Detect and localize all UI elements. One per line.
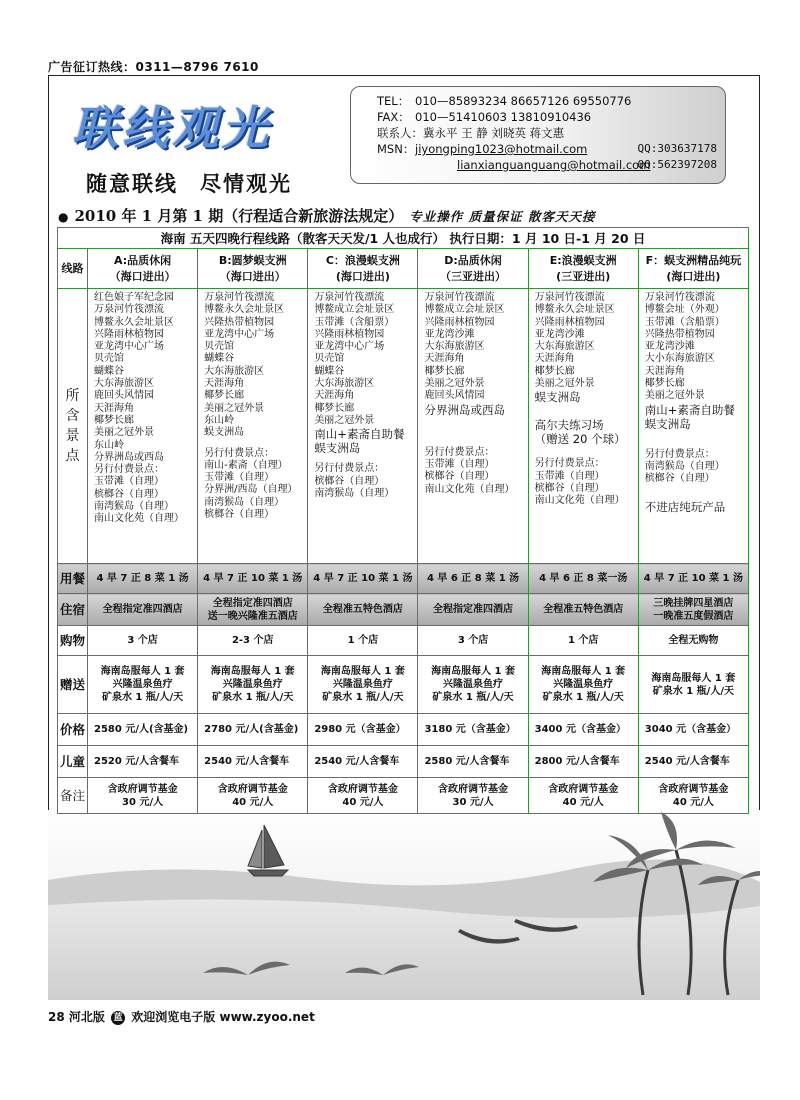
route-name: A:品质休闲 [114, 253, 172, 267]
meal-row-label: 用餐 [58, 564, 88, 594]
list-line: 海南岛服每人 1 套 [541, 666, 626, 677]
stay-row-label: 住宿 [58, 594, 88, 626]
list-line: 万泉河竹筏漂流 [424, 292, 495, 303]
list-line: 40 元/人 [232, 796, 274, 808]
list-line: 万泉河竹筏漂流 [94, 304, 164, 316]
list-line: 南山文化苑（自理） [94, 513, 184, 525]
gift-cell [88, 656, 198, 714]
list-line: 全程指定准四酒店 [212, 597, 293, 609]
list-line: 美丽之冠外景 [534, 378, 595, 390]
list-line: 含政府调节基金 [658, 783, 729, 795]
list-line: 槟榔谷（自理） [534, 482, 605, 494]
list-line: 送一晚兴隆准五酒店 [207, 610, 298, 622]
list-line: 贝壳馆 [314, 353, 345, 365]
shop-row-label: 购物 [58, 626, 88, 656]
meal-cell: 4 早 7 正 10 菜 1 汤 [198, 564, 308, 594]
list-line: 椰梦长廊 [534, 365, 575, 377]
route-header-b [198, 249, 308, 289]
list-line: 海南岛服每人 1 套 [210, 666, 295, 677]
list-line: 一晚准五度假酒店 [653, 610, 734, 622]
list-line: 全程准五特色酒店 [322, 604, 403, 615]
list-line: 分界洲岛或西岛 [94, 451, 164, 463]
spots-route-e [528, 289, 638, 564]
meal-cell: 4 早 7 正 10 菜 1 汤 [308, 564, 418, 594]
list-line: 亚龙湾沙滩 [534, 328, 585, 340]
list-line: 兴隆雨林植物园 [534, 316, 605, 328]
list-line: 大东海旅游区 [314, 378, 375, 390]
stay-cell [308, 594, 418, 626]
list-line: 南湾猴岛（自理） [94, 501, 174, 513]
list-line: 博鳌成立会址景区 [424, 304, 505, 316]
spots-route-f [638, 289, 748, 564]
bullet-icon: ● [58, 210, 69, 224]
list-line: 兴隆热带植物园 [644, 328, 715, 340]
shop-cell: 1 个店 [308, 626, 418, 656]
route-sub: （海口进出） [109, 269, 176, 283]
list-line: 东山岭 [94, 439, 124, 451]
child-row-label: 儿童 [58, 746, 88, 778]
page-footer [48, 1008, 315, 1025]
list-line: 万泉河竹筏漂流 [204, 292, 275, 303]
list-line: 40 元/人 [342, 796, 384, 808]
list-line: 椰梦长廊 [94, 414, 134, 426]
list-line: 大东海旅游区 [94, 378, 154, 390]
spots-route-a [88, 289, 198, 564]
route-table [57, 227, 749, 814]
gift-row-label: 赠送 [58, 656, 88, 714]
list-line: 博鳌永久会址景区 [204, 304, 285, 316]
list-line: 蝴蝶谷 [94, 365, 124, 377]
route-sub: (三亚进出) [556, 269, 611, 283]
list-line: 红色娘子军纪念园 [94, 292, 174, 303]
beach-illustration [48, 810, 760, 1000]
list-line: 兴隆温泉鱼疗 [222, 679, 283, 690]
stay-cell [88, 594, 198, 626]
meal-cell: 4 早 7 正 8 菜 1 汤 [88, 564, 198, 594]
price-cell: 3400 元（含基金） [528, 714, 638, 746]
list-line: 亚龙湾沙滩 [644, 341, 695, 353]
list-line: 大东海旅游区 [534, 341, 595, 353]
child-price-cell: 2540 元/人含餐车 [198, 746, 308, 778]
list-line: 玉带滩（含船票） [644, 316, 725, 328]
list-line: 大小东海旅游区 [644, 353, 715, 365]
list-line: 蝴蝶谷 [314, 365, 345, 377]
list-line: 矿泉水 1 瓶/人/天 [652, 685, 734, 697]
list-line: 南湾猴岛（自理） [644, 460, 725, 472]
list-line: 40 元/人 [562, 796, 604, 808]
list-line: 万泉河竹筏漂流 [644, 292, 715, 303]
price-cell: 2780 元/人(含基金) [198, 714, 308, 746]
slogan [86, 168, 314, 198]
list-line: 大东海旅游区 [204, 365, 265, 377]
stay-cell [638, 594, 748, 626]
list-line: 兴隆雨林植物园 [94, 328, 164, 340]
list-line: 椰梦长廊 [424, 365, 465, 377]
contact-people: 联系人：冀永平 王 静 刘晓英 蒋文惠 [377, 126, 565, 140]
note-cell [308, 778, 418, 814]
list-line: 兴隆雨林植物园 [314, 328, 385, 340]
list-line: 南山+素斋自助餐 [314, 427, 405, 442]
list-line: 蜈支洲岛 [534, 390, 581, 405]
fax-label: FAX： [377, 110, 410, 124]
list-line: 30 元/人 [122, 796, 164, 808]
list-line: 全程指定准四酒店 [102, 604, 183, 615]
list-line: 不进店纯玩产品 [644, 499, 726, 514]
list-line: 贝壳馆 [94, 353, 124, 365]
list-line: 兴隆温泉鱼疗 [443, 679, 504, 690]
list-line: 博鳌成立会址景区 [314, 304, 395, 316]
msn-label: MSN： [377, 142, 415, 156]
list-line: 兴隆温泉鱼疗 [112, 679, 173, 690]
issue-tagline: 专业操作 质量保证 散客天天接 [409, 209, 596, 224]
list-line: 另行付费景点： [424, 446, 495, 458]
meal-cell: 4 早 6 正 8 菜 1 汤 [418, 564, 528, 594]
stay-cell [198, 594, 308, 626]
meal-cell: 4 早 6 正 8 菜一汤 [528, 564, 638, 594]
shop-cell: 2-3 个店 [198, 626, 308, 656]
list-line: 三晚挂牌四星酒店 [653, 597, 734, 609]
note-cell [638, 778, 748, 814]
child-price-cell: 2540 元/人含餐车 [308, 746, 418, 778]
msn-email-2[interactable]: lianxianguanguang@hotmail.com [457, 158, 651, 172]
tel-numbers: 010—85893234 86657126 69550776 [415, 94, 632, 108]
list-line: 分界洲岛或西岛 [424, 402, 505, 417]
list-line: 蜈支洲岛 [204, 427, 245, 439]
list-line: 玉带滩（自理） [94, 476, 164, 488]
list-line: 含政府调节基金 [438, 783, 509, 795]
list-line: 蝴蝶谷 [204, 353, 235, 365]
gift-cell [198, 656, 308, 714]
route-header-d [418, 249, 528, 289]
list-line: 槟榔谷（自理） [94, 488, 164, 500]
child-price-cell: 2580 元/人含餐车 [418, 746, 528, 778]
table-banner: 海南 五天四晚行程线路（散客天天发/1 人也成行） 执行日期：1 月 10 日-1 月 20 日 [58, 228, 749, 249]
price-cell: 2580 元/人(含基金) [88, 714, 198, 746]
list-line: 海南岛服每人 1 套 [431, 666, 515, 677]
list-line: 海南岛服每人 1 套 [651, 672, 736, 684]
list-line: 槟榔谷（自理） [314, 475, 385, 487]
list-line: 美丽之冠外景 [94, 427, 154, 439]
price-cell: 3180 元（含基金） [418, 714, 528, 746]
footer-text: 欢迎浏览电子版 [131, 1010, 216, 1024]
tel-label: TEL： [377, 94, 410, 108]
route-sub: (海口进出) [666, 269, 721, 283]
list-line: 椰梦长廊 [204, 390, 245, 402]
list-line: 天涯海角 [534, 353, 575, 365]
list-line: 玉带滩（自理） [204, 472, 275, 484]
fax-numbers: 010—51410603 13810910436 [415, 110, 592, 124]
note-cell [88, 778, 198, 814]
route-name: C：浪漫蜈支洲 [325, 253, 400, 267]
route-name: B:圆梦蜈支洲 [218, 253, 287, 267]
route-header-a [88, 249, 198, 289]
list-line: 矿泉水 1 瓶/人/天 [322, 692, 404, 703]
brand-logo: 联线观光 [72, 101, 272, 155]
list-line: 分界洲/西岛（自理） [204, 484, 298, 496]
list-line: 另行付费景点： [534, 458, 605, 470]
route-header-e [528, 249, 638, 289]
contact-box [350, 86, 726, 184]
list-line: 蜈支洲岛 [644, 416, 691, 431]
list-line: 亚龙湾中心广场 [204, 328, 275, 340]
list-line: 另行付费景点： [204, 447, 275, 459]
route-name: E:浪漫蜈支洲 [549, 253, 617, 267]
list-line: 槟榔谷（自理） [424, 471, 495, 483]
meal-cell: 4 早 7 正 10 菜 1 汤 [638, 564, 748, 594]
list-line: 玉带滩（自理） [534, 470, 605, 482]
list-line: 兴隆雨林植物园 [424, 316, 495, 328]
gift-cell [638, 656, 748, 714]
qq-number-2: QQ:562397208 [637, 158, 717, 171]
list-line: 椰梦长廊 [644, 378, 685, 390]
list-line: 兴隆温泉鱼疗 [332, 679, 393, 690]
list-line: 万泉河竹筏漂流 [314, 292, 385, 303]
route-sub: （三亚进出） [440, 269, 507, 283]
list-line: （赠送 20 个球） [534, 432, 626, 447]
stay-cell [528, 594, 638, 626]
spots-row-label: 所含景点 [58, 289, 88, 564]
list-line: 大东海旅游区 [424, 341, 485, 353]
list-line: 槟榔谷（自理） [204, 509, 275, 521]
list-line: 美丽之冠外景 [314, 414, 375, 426]
list-line: 贝壳馆 [204, 341, 235, 353]
shop-cell: 3 个店 [88, 626, 198, 656]
issue-title: 2010 年 1 月第 1 期（行程适合新旅游法规定） [74, 207, 404, 225]
price-cell: 2980 元（含基金） [308, 714, 418, 746]
list-line: 南山文化苑（自理） [424, 483, 515, 495]
list-line: 30 元/人 [452, 796, 494, 808]
list-line: 另行付费景点： [644, 448, 715, 460]
list-line: 天涯海角 [424, 353, 465, 365]
list-line: 兴隆温泉鱼疗 [553, 679, 614, 690]
gift-cell [308, 656, 418, 714]
gift-cell [528, 656, 638, 714]
shop-cell: 3 个店 [418, 626, 528, 656]
gift-cell [418, 656, 528, 714]
route-name: F：蜈支洲精品纯玩 [645, 253, 742, 267]
issue-heading [58, 205, 595, 226]
route-header-c [308, 249, 418, 289]
price-cell: 3040 元（含基金） [638, 714, 748, 746]
list-line: 椰梦长廊 [314, 402, 355, 414]
list-line: 南湾猴岛（自理） [314, 487, 395, 499]
route-row-label: 线路 [58, 249, 88, 289]
list-line: 另行付费景点： [94, 464, 164, 476]
route-name: D:品质休闲 [444, 253, 502, 267]
list-line: 美丽之冠外景 [424, 378, 485, 390]
list-line: 亚龙湾沙滩 [424, 328, 475, 340]
list-line: 南湾猴岛（自理） [204, 496, 285, 508]
list-line: 玉带滩（含船票） [314, 316, 395, 328]
list-line: 亚龙湾中心广场 [314, 341, 385, 353]
list-line: 博鳌永久会址景区 [94, 316, 174, 328]
footer-url[interactable]: www.zyoo.net [219, 1010, 315, 1024]
note-cell [528, 778, 638, 814]
list-line: 矿泉水 1 瓶/人/天 [212, 692, 294, 703]
shop-cell: 1 个店 [528, 626, 638, 656]
list-line: 高尔夫练习场 [534, 418, 604, 433]
price-row-label: 价格 [58, 714, 88, 746]
edition-badge-icon: 蓝 [111, 1011, 125, 1025]
list-line: 万泉河竹筏漂流 [534, 292, 605, 303]
note-row-label: 备注 [58, 778, 88, 814]
route-header-f [638, 249, 748, 289]
list-line: 博鳌永久会址景区 [534, 304, 615, 316]
page-number: 28 [48, 1010, 65, 1024]
list-line: 兴隆热带植物园 [204, 316, 275, 328]
list-line: 亚龙湾中心广场 [94, 341, 164, 353]
list-line: 东山岭 [204, 414, 235, 426]
stay-cell [418, 594, 528, 626]
shop-cell: 全程无购物 [638, 626, 748, 656]
child-price-cell: 2800 元/人含餐车 [528, 746, 638, 778]
list-line: 天涯海角 [314, 390, 355, 402]
list-line: 含政府调节基金 [107, 783, 178, 795]
qq-number-1: QQ:303637178 [637, 142, 717, 155]
list-line: 天涯海角 [94, 402, 134, 414]
list-line: 美丽之冠外景 [204, 402, 265, 414]
list-line: 槟榔谷（自理） [644, 473, 715, 485]
spots-route-b [198, 289, 308, 564]
child-price-cell: 2520 元/人含餐车 [88, 746, 198, 778]
list-line: 矿泉水 1 瓶/人/天 [432, 692, 514, 703]
slogan-part-2: 尽情观光 [200, 172, 292, 196]
list-line: 矿泉水 1 瓶/人/天 [542, 692, 624, 703]
list-line: 全程指定准四酒店 [433, 604, 514, 615]
slogan-part-1: 随意联线 [86, 172, 178, 196]
list-line: 南山-素斋（自理） [204, 459, 288, 471]
note-cell [418, 778, 528, 814]
ad-hotline: 广告征订热线：0311—8796 7610 [48, 60, 259, 74]
list-line: 博鳌会址（外观） [644, 304, 725, 316]
list-line: 鹿回头风情园 [94, 390, 154, 402]
list-line: 天涯海角 [644, 365, 685, 377]
list-line: 美丽之冠外景 [644, 390, 705, 402]
list-line: 玉带滩（自理） [424, 458, 495, 470]
spots-route-d [418, 289, 528, 564]
list-line: 蜈支洲岛 [314, 441, 361, 456]
spots-route-c [308, 289, 418, 564]
list-line: 矿泉水 1 瓶/人/天 [101, 692, 184, 703]
list-line: 鹿回头风情园 [424, 390, 485, 402]
note-cell [198, 778, 308, 814]
list-line: 天涯海角 [204, 378, 245, 390]
route-sub: (海口进出) [335, 269, 390, 283]
list-line: 全程准五特色酒店 [543, 604, 624, 615]
edition-label: 河北版 [68, 1010, 105, 1024]
list-line: 40 元/人 [672, 796, 714, 808]
list-line: 海南岛服每人 1 套 [320, 666, 405, 677]
child-price-cell: 2540 元/人含餐车 [638, 746, 748, 778]
msn-email-1[interactable]: jiyongping1023@hotmail.com [415, 142, 588, 156]
list-line: 另行付费景点： [314, 463, 385, 475]
list-line: 南山文化苑（自理） [534, 495, 625, 507]
list-line: 南山+素斋自助餐 [644, 402, 735, 417]
list-line: 海南岛服每人 1 套 [100, 666, 185, 677]
list-line: 含政府调节基金 [217, 783, 288, 795]
route-sub: （海口进出） [219, 269, 286, 283]
list-line: 含政府调节基金 [548, 783, 619, 795]
list-line: 含政府调节基金 [327, 783, 398, 795]
